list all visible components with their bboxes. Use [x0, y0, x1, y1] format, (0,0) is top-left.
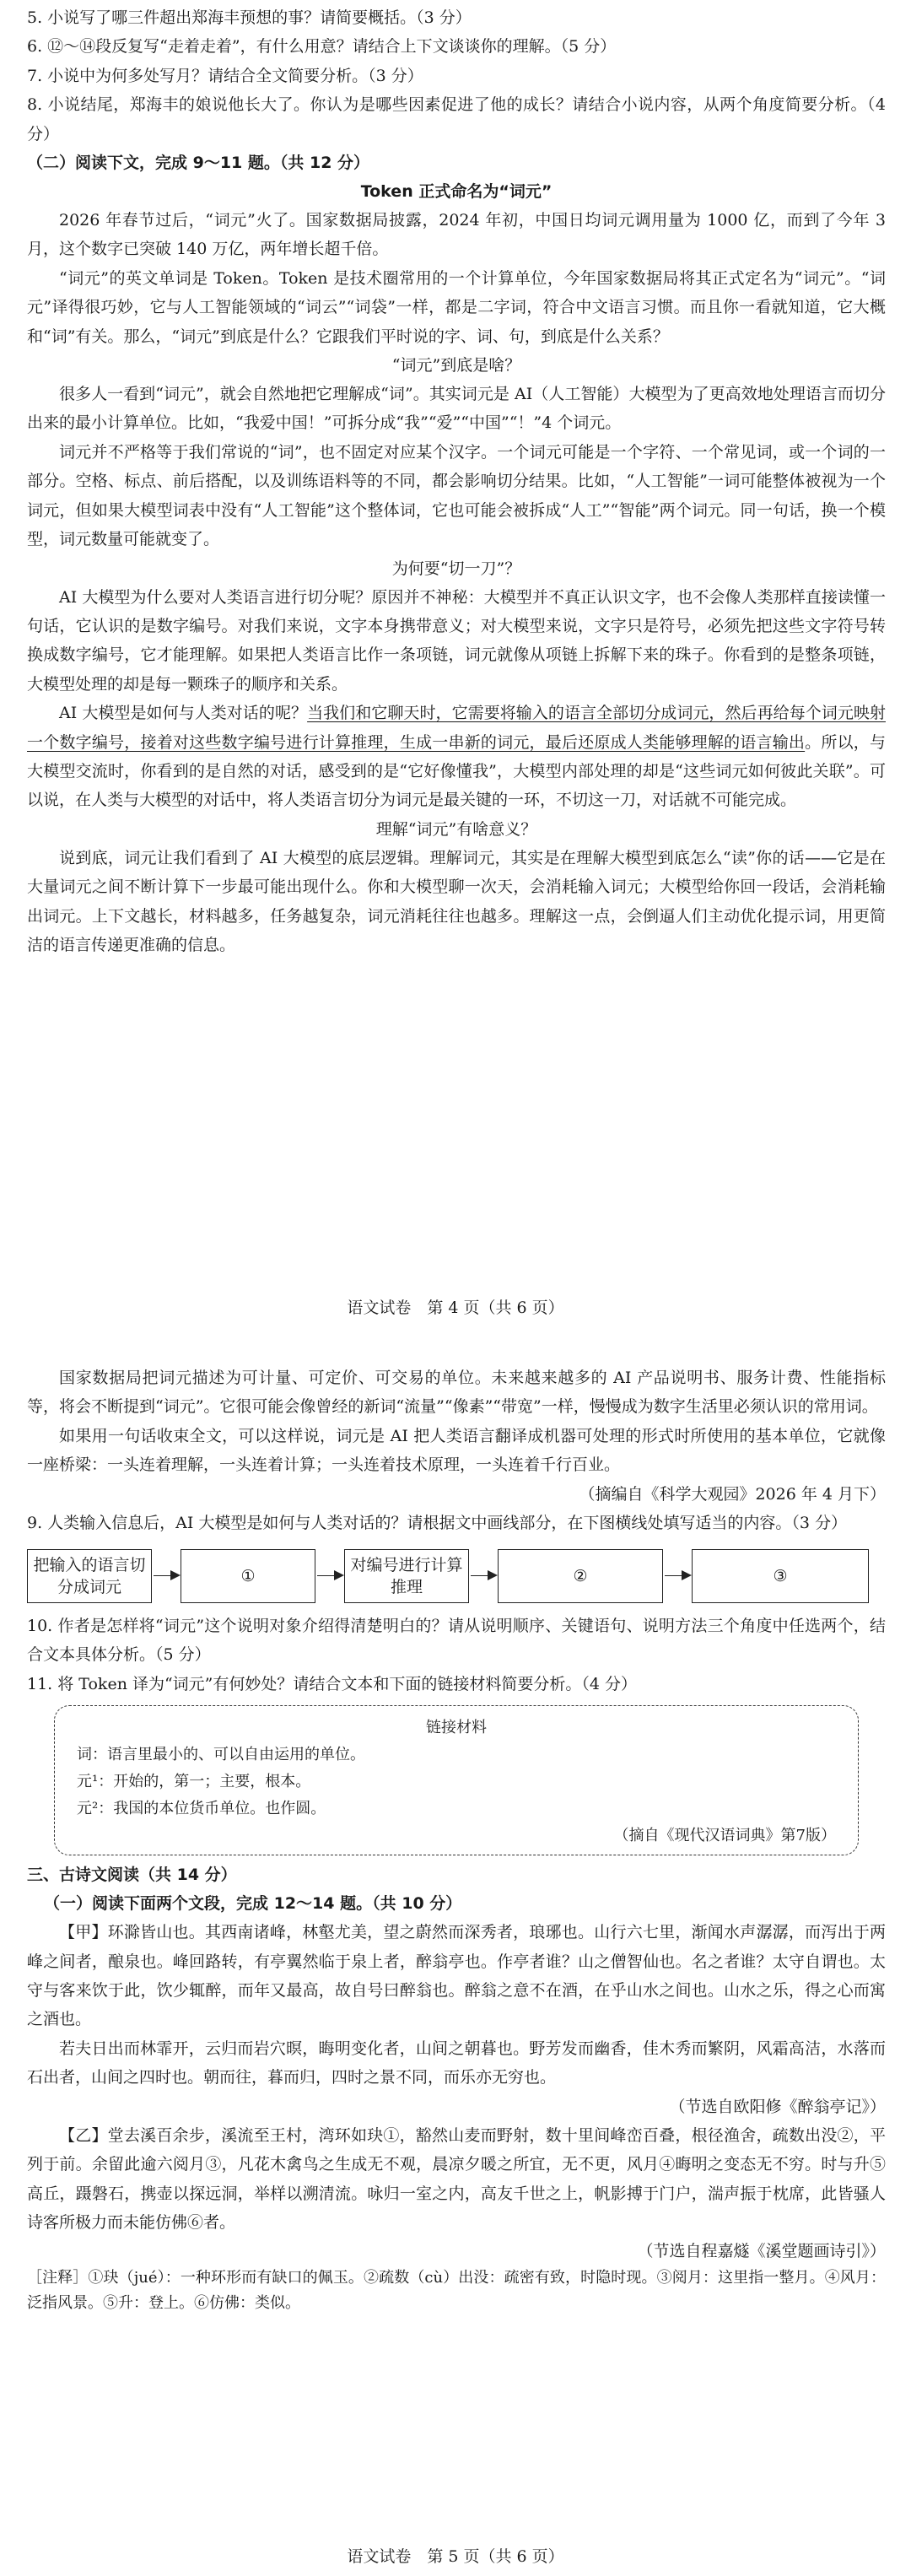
passage-jia-source: （节选自欧阳修《醉翁亭记》） — [669, 2097, 886, 2116]
subsection-heading: （一）阅读下面两个文段，完成 12～14 题。（共 10 分） — [44, 1894, 462, 1914]
passage-jia-2: 若夫日出而林霏开，云归而岩穴暝，晦明变化者，山间之朝暮也。野芳发而幽香，佳木秀而繁阴，风霜高洁，水落而石出者，山间之四时也。朝而往，暮而归，四时之景不同，而乐亦无穷也。 — [27, 2039, 886, 2087]
question-10: 10. 作者是怎样将“词元”这个说明对象介绍得清楚明白的？请从说明顺序、关键语句、说明方法三个角度中任选两个，结合文本具体分析。（5 分） — [27, 1617, 886, 1665]
flow-step-compute: 对编号进行计算推理 — [344, 1549, 469, 1603]
article-paragraph-1: 2026 年春节过后，“词元”火了。国家数据局披露，2024 年初，中国日均词元调用量为 1000 亿，而到了今年 3 月，这个数字已突破 140 万亿，两年增长超千倍。 — [27, 211, 886, 259]
link-material-line-1: 词：语言里最小的、可以自由运用的单位。 — [77, 1746, 365, 1764]
article-paragraph-2: “词元”的英文单词是 Token。Token 是技术圈常用的一个计算单位，今年国家数据局将其正式定名为“词元”。“词元”译得很巧妙，它与人工智能领域的“词云”“词袋”一样，都是二字词，符合中文语言习惯。而且你一看就知道，它大概和“词”有关。那么，“词元”到底是什么？它跟我们平时说的字、词、句，到底是什么关系？ — [27, 268, 886, 346]
dialogue-flow-diagram — [27, 1542, 886, 1608]
article-paragraph-8: 国家数据局把词元描述为可计量、可定价、可交易的单位。未来越来越多的 AI 产品说明书、服务计费、性能指标等，将会不断提到“词元”。它很可能会像曾经的新词“流量”“像素”“带宽”一样，慢慢成为数字生活里必须认识的常用词。 — [27, 1369, 886, 1417]
article-paragraph-7: 说到底，词元让我们看到了 AI 大模型的底层逻辑。理解词元，其实是在理解大模型到底怎么“读”你的话——它是在大量词元之间不断计算下一步最可能出现什么。你和大模型聊一次天，会消耗输入词元；大模型给你回一段话，会消耗输出词元。上下文越长，材料越多，任务越复杂，词元消耗往往也越多。理解这一点，会倒逼人们主动优化提示词，用更简洁的语言传递更准确的信息。 — [27, 848, 886, 954]
page-footer-5: 语文试卷 第 5 页（共 6 页） — [347, 2547, 564, 2566]
article-paragraph-5: AI 大模型为什么要对人类语言进行切分呢？原因并不神秘：大模型并不真正认识文字，也不会像人类那样直接读懂一句话，它认识的是数字编号。对我们来说，文字本身携带意义；对大模型来说，文字只是符号，必须先把这些文字符号转换成数字编号，它才能理解。如果把人类语言比作一条项链，词元就像从项链上拆解下来的珠子。你看到的是整条项链，大模型处理的却是每一颗珠子的顺序和关系。 — [27, 587, 886, 694]
question-7: 7. 小说中为何多处写月？请结合全文简要分析。（3 分） — [27, 66, 423, 85]
link-material-box — [54, 1705, 859, 1855]
article-paragraph-4: 词元并不严格等于我们常说的“词”，也不固定对应某个汉字。一个词元可能是一个字符、一个常见词，或一个词的一部分。空格、标点、前后搭配，以及训练语料等的不同，都会影响切分结果。比如，“人工智能”一词可能整体被视为一个词元，但如果大模型词表中没有“人工智能”这个整体词，它也可能会被拆成“人工”“智能”两个词元。同一句话，换一个模型，词元数量可能就变了。 — [27, 442, 886, 549]
question-5: 5. 小说写了哪三件超出郑海丰预想的事？请简要概括。（3 分） — [27, 8, 472, 27]
article-source: （摘编自《科学大观园》2026 年 4 月下） — [579, 1484, 886, 1504]
underlined-dialogue-process: 当我们和它聊天时，它需要将输入的语言全部切分成词元，然后再给每个词元映射一个数字编号，接着对这些数字编号进行计算推理，生成一串新的词元，最后还原成人类能够理解的语言输出 — [27, 704, 886, 752]
article-subheading-1: “词元”到底是啥？ — [391, 356, 521, 375]
flow-blank-1: ① — [181, 1549, 315, 1603]
passage-jia: 【甲】环滁皆山也。其西南诸峰，林壑尤美，望之蔚然而深秀者，琅琊也。山行六七里，渐闻水声潺潺，而泻出于两峰之间者，酿泉也。峰回路转，有亭翼然临于泉上者，醉翁亭也。作亭者谁？山之僧智仙也。名之者谁？太守自谓也。太守与客来饮于此，饮少辄醉，而年又最高，故自号曰醉翁也。醉翁之意不在酒，在乎山水之间也。山水之乐，得之心而寓之酒也。 — [27, 1923, 886, 2029]
flow-step-segment: 把输入的语言切分成词元 — [27, 1549, 152, 1603]
page-footer-4: 语文试卷 第 4 页（共 6 页） — [347, 1299, 564, 1317]
link-material-line-3: 元²：我国的本位货币单位。也作圆。 — [77, 1800, 326, 1818]
flow-blank-3: ③ — [692, 1549, 869, 1603]
passage-yi-source: （节选自程嘉燧《溪堂题画诗引》） — [637, 2242, 886, 2261]
paragraph-6-lead: AI 大模型是如何与人类对话的呢？ — [59, 704, 308, 723]
link-material-title: 链接材料 — [426, 1719, 487, 1737]
flow-arrow — [665, 1575, 690, 1576]
question-11: 11. 将 Token 译为“词元”有何妙处？请结合文本和下面的链接材料简要分析。（4 分） — [27, 1674, 638, 1693]
section-3-heading: 三、古诗文阅读（共 14 分） — [27, 1866, 237, 1885]
article-paragraph-3: 很多人一看到“词元”，就会自然地把它理解成“词”。其实词元是 AI（人工智能）大模型为了更高效地处理语言而切分出来的最小计算单位。比如，“我爱中国！”可拆分成“我”“爱”“中国”“！”4 个词元。 — [27, 385, 886, 433]
question-9: 9. 人类输入信息后，AI 大模型是如何与人类对话的？请根据文中画线部分，在下图横线处填写适当的内容。（3 分） — [27, 1513, 848, 1532]
article-subheading-2: 为何要“切一刀”？ — [391, 559, 521, 578]
passage-yi: 【乙】堂去溪百余步，溪流至王村，湾环如玦①，豁然山麦而野射，数十里间峰峦百叠，根径渔舍，疏数出没②，平列于前。余留此逾六阅月③，凡花木禽鸟之生成无不观，晨凉夕暖之所宜，无不更，风月④晦明之变态无不穷。时与升⑤高丘，蹑磐石，携壶以探远洞，举样以溯清流。咏归一室之内，高友千世之上，帆影搏于门户，湍声振于枕席，此皆骚人诗客所极力而未能仿佛⑥者。 — [27, 2125, 886, 2232]
link-material-source: （摘自《现代汉语词典》第7版） — [613, 1827, 836, 1845]
flow-arrow — [471, 1575, 496, 1576]
article-paragraph-9: 如果用一句话收束全文，可以这样说，词元是 AI 把人类语言翻译成机器可处理的形式时所使用的基本单位，它就像一座桥梁：一头连着理解，一头连着计算；一头连着技术原理，一头连着千行百业。 — [27, 1426, 886, 1475]
paragraph-6-tail: 。所以，与大模型交流时，你看到的是自然的对话，感受到的是“它好像懂我”，大模型内部处理的却是“这些词元如何彼此关联”。可以说，在人类与大模型的对话中，将人类语言切分为词元是最关键的一环，不切这一刀，对话就不可能完成。 — [27, 732, 886, 810]
annotations: ［注释］①玦（jué）：一种环形而有缺口的佩玉。②疏数（cù）出没：疏密有致，时隐时现。③阅月：这里指一整月。④风月：泛指风景。⑤升：登上。⑥仿佛：类似。 — [27, 2269, 886, 2313]
question-8: 8. 小说结尾，郑海丰的娘说他长大了。你认为是哪些因素促进了他的成长？请结合小说内容，从两个角度简要分析。（4 分） — [27, 95, 886, 143]
link-material-line-2: 元¹：开始的，第一；主要，根本。 — [77, 1773, 311, 1791]
article-paragraph-6 — [27, 699, 886, 815]
article-title: Token 正式命名为“词元” — [360, 182, 553, 202]
flow-arrow — [154, 1575, 179, 1576]
exam-page-5 — [0, 1358, 911, 2576]
flow-blank-2: ② — [498, 1549, 663, 1603]
question-6: 6. ⑫～⑭段反复写“走着走着”，有什么用意？请结合上下文谈谈你的理解。（5 分） — [27, 37, 617, 57]
article-subheading-3: 理解“词元”有啥意义？ — [375, 819, 537, 839]
flow-arrow — [317, 1575, 342, 1576]
section-2-heading: （二）阅读下文，完成 9～11 题。（共 12 分） — [27, 154, 370, 173]
